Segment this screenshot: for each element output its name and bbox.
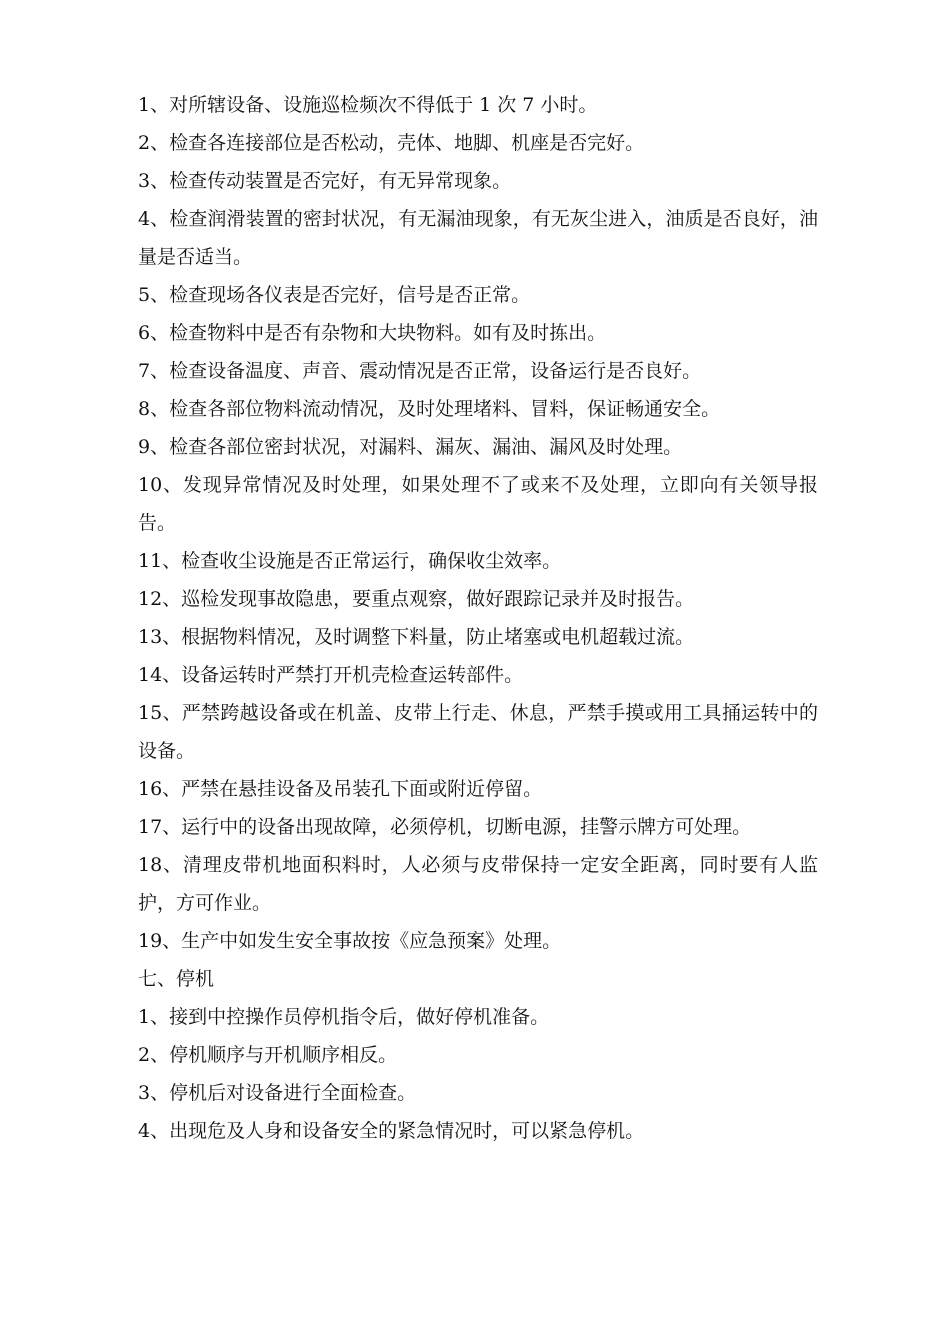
paragraph-12: 12、巡检发现事故隐患，要重点观察，做好跟踪记录并及时报告。 [138,588,695,610]
paragraph-1: 1、对所辖设备、设施巡检频次不得低于 1 次 7 小时。 [138,94,598,116]
paragraph-17: 17、运行中的设备出现故障，必须停机，切断电源，挂警示牌方可处理。 [138,816,752,838]
paragraph-14: 14、设备运转时严禁打开机壳检查运转部件。 [138,664,524,686]
paragraph-4: 4、检查润滑装置的密封状况，有无漏油现象，有无灰尘进入，油质是否良好，油量是否适当。 [138,208,818,268]
paragraph-11: 11、检查收尘设施是否正常运行，确保收尘效率。 [138,550,562,572]
paragraph-15: 15、严禁跨越设备或在机盖、皮带上行走、休息，严禁手摸或用工具捅运转中的 设备。 [138,702,818,762]
paragraph-2: 2、检查各连接部位是否松动，壳体、地脚、机座是否完好。 [138,132,645,154]
paragraph-13: 13、根据物料情况，及时调整下料量，防止堵塞或电机超载过流。 [138,626,695,648]
paragraph-18: 18、清理皮带机地面积料时，人必须与皮带保持一定安全距离，同时要有人监护，方可作业。 [138,854,818,914]
paragraph-8: 8、检查各部位物料流动情况，及时处理堵料、冒料，保证畅通安全。 [138,398,721,420]
paragraph-6: 6、检查物料中是否有杂物和大块物料。如有及时拣出。 [138,322,607,344]
stop-paragraph-3: 3、停机后对设备进行全面检查。 [138,1082,417,1104]
paragraph-7: 7、检查设备温度、声音、震动情况是否正常，设备运行是否良好。 [138,360,702,382]
paragraph-5: 5、检查现场各仪表是否完好，信号是否正常。 [138,284,531,306]
paragraph-10: 10、发现异常情况及时处理，如果处理不了或来不及处理，立即向有关领导报告。 [138,474,818,534]
document-body [138,86,818,1150]
paragraph-16: 16、严禁在悬挂设备及吊装孔下面或附近停留。 [138,778,543,800]
paragraph-3: 3、检查传动装置是否完好，有无异常现象。 [138,170,512,192]
section-heading-stop: 七、停机 [138,968,215,990]
stop-paragraph-1: 1、接到中控操作员停机指令后，做好停机准备。 [138,1006,550,1028]
stop-paragraph-2: 2、停机顺序与开机顺序相反。 [138,1044,398,1066]
paragraph-19: 19、生产中如发生安全事故按《应急预案》处理。 [138,930,562,952]
paragraph-9: 9、检查各部位密封状况，对漏料、漏灰、漏油、漏风及时处理。 [138,436,683,458]
stop-paragraph-4: 4、出现危及人身和设备安全的紧急情况时，可以紧急停机。 [138,1120,645,1142]
